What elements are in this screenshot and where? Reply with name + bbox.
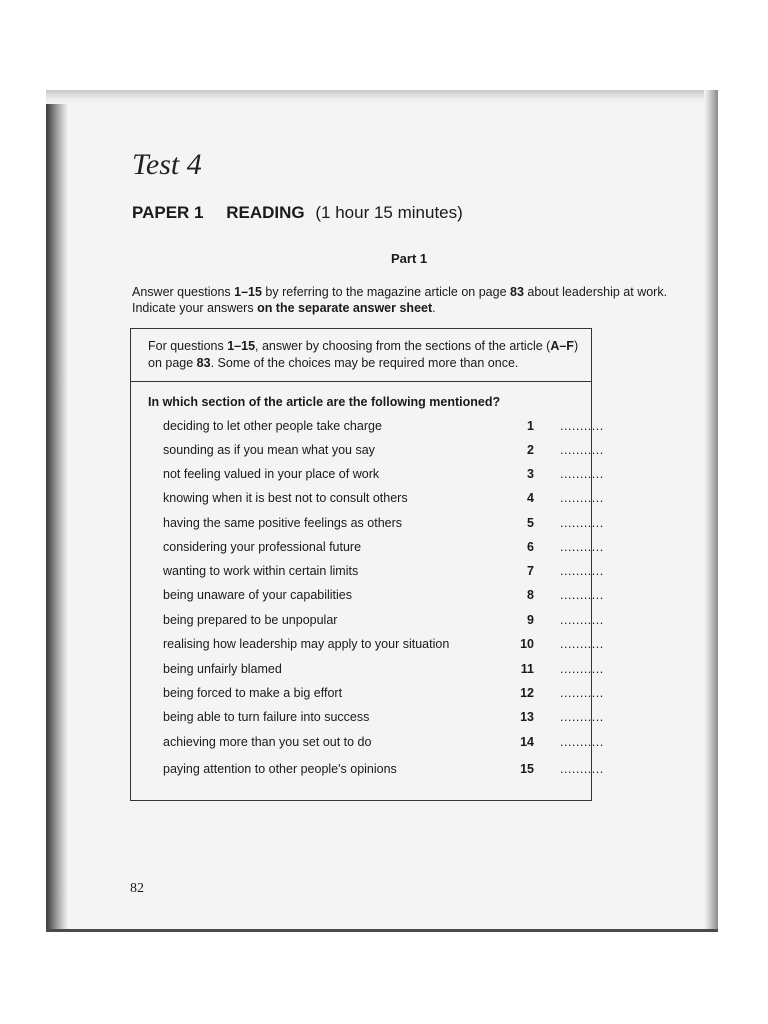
question-number: 9 [527, 613, 534, 627]
question-item [131, 762, 604, 782]
question-number: 15 [520, 762, 534, 776]
answer-blank[interactable]: ........... [560, 540, 604, 554]
question-item [131, 564, 604, 584]
question-item [131, 637, 604, 657]
answer-blank[interactable]: ........... [560, 710, 604, 724]
binding-shadow [46, 90, 68, 932]
answer-blank[interactable]: ........... [560, 637, 604, 651]
box-header-fragment: For questions [148, 339, 228, 353]
box-header-fragment: . Some of the choices may be required more than once. [210, 356, 519, 370]
question-number: 6 [527, 540, 534, 554]
question-item [131, 613, 604, 633]
right-edge-shadow [704, 90, 718, 932]
question-item [131, 686, 604, 706]
paper-heading [132, 203, 463, 223]
answer-blank[interactable]: ........... [560, 419, 604, 433]
question-item [131, 710, 604, 730]
answer-blank[interactable]: ........... [560, 516, 604, 530]
question-item [131, 588, 604, 608]
question-text: not feeling valued in your place of work [163, 467, 380, 481]
top-edge-shadow [46, 90, 718, 104]
duration-label: (1 hour 15 minutes) [315, 203, 463, 222]
box-header [131, 329, 591, 382]
question-text: being unfairly blamed [163, 662, 282, 676]
question-text: knowing when it is best not to consult others [163, 491, 408, 505]
question-text: sounding as if you mean what you say [163, 443, 375, 457]
instructions-question-range: 1–15 [234, 285, 262, 299]
instructions-answer-sheet: on the separate answer sheet [257, 301, 433, 315]
question-item [131, 662, 604, 682]
question-text: being unaware of your capabilities [163, 588, 353, 602]
box-header-section-range: A–F [550, 339, 574, 353]
instructions-paragraph [132, 284, 702, 316]
question-text: achieving more than you set out to do [163, 735, 372, 749]
box-header-question-range: 1–15 [227, 339, 256, 353]
question-number: 3 [527, 467, 534, 481]
page-number: 82 [130, 881, 144, 896]
question-text: wanting to work within certain limits [163, 564, 359, 578]
box-header-page-ref: 83 [196, 356, 211, 370]
answer-blank[interactable]: ........... [560, 467, 604, 481]
answer-blank[interactable]: ........... [560, 564, 604, 578]
question-item [131, 443, 604, 463]
question-number: 2 [527, 443, 534, 457]
question-text: being prepared to be unpopular [163, 613, 338, 627]
paper-label: PAPER 1 [132, 203, 204, 222]
question-number: 4 [527, 491, 534, 505]
section-label: READING [226, 203, 305, 222]
instructions-page-ref: 83 [510, 285, 524, 299]
question-number: 1 [527, 419, 534, 433]
question-text: having the same positive feelings as others [163, 516, 403, 530]
test-title: Test 4 [132, 148, 202, 181]
question-text: being able to turn failure into success [163, 710, 370, 724]
answer-blank[interactable]: ........... [560, 735, 604, 749]
question-number: 5 [527, 516, 534, 530]
answer-blank[interactable]: ........... [560, 686, 604, 700]
answer-blank[interactable]: ........... [560, 613, 604, 627]
question-prompt: In which section of the article are the following mentioned? [148, 395, 501, 409]
question-number: 13 [520, 710, 534, 724]
question-number: 11 [520, 662, 534, 676]
question-box [130, 328, 604, 801]
box-header-fragment: on page [148, 356, 197, 370]
question-text: paying attention to other people's opinions [163, 762, 397, 776]
answer-blank[interactable]: ........... [560, 491, 604, 505]
box-header-fragment: , answer by choosing from the sections of the article ( [255, 339, 551, 353]
box-header-text [148, 338, 588, 372]
instructions-text: by referring to the magazine article on page [261, 285, 511, 299]
question-number: 8 [527, 588, 534, 602]
instructions-text: about leadership at work. [523, 285, 668, 299]
question-item [131, 491, 604, 511]
question-item [131, 735, 604, 755]
answer-blank[interactable]: ........... [560, 443, 604, 457]
question-text: deciding to let other people take charge [163, 419, 382, 433]
instructions-text: . [432, 301, 436, 315]
answer-blank[interactable]: ........... [560, 662, 604, 676]
box-header-fragment: ) [573, 339, 579, 353]
question-item [131, 467, 604, 487]
question-number: 10 [520, 637, 534, 651]
question-number: 7 [527, 564, 534, 578]
question-text: being forced to make a big effort [163, 686, 343, 700]
question-text: realising how leadership may apply to your situation [163, 637, 450, 651]
answer-blank[interactable]: ........... [560, 588, 604, 602]
instructions-text: Indicate your answers [132, 301, 258, 315]
question-item [131, 516, 604, 536]
question-text: considering your professional future [163, 540, 362, 554]
question-number: 14 [520, 735, 534, 749]
question-item [131, 540, 604, 560]
question-item [131, 419, 604, 439]
answer-blank[interactable]: ........... [560, 762, 604, 776]
instructions-text: Answer questions [132, 285, 235, 299]
question-number: 12 [520, 686, 534, 700]
bottom-edge-line [46, 929, 718, 932]
part-label: Part 1 [391, 251, 428, 266]
